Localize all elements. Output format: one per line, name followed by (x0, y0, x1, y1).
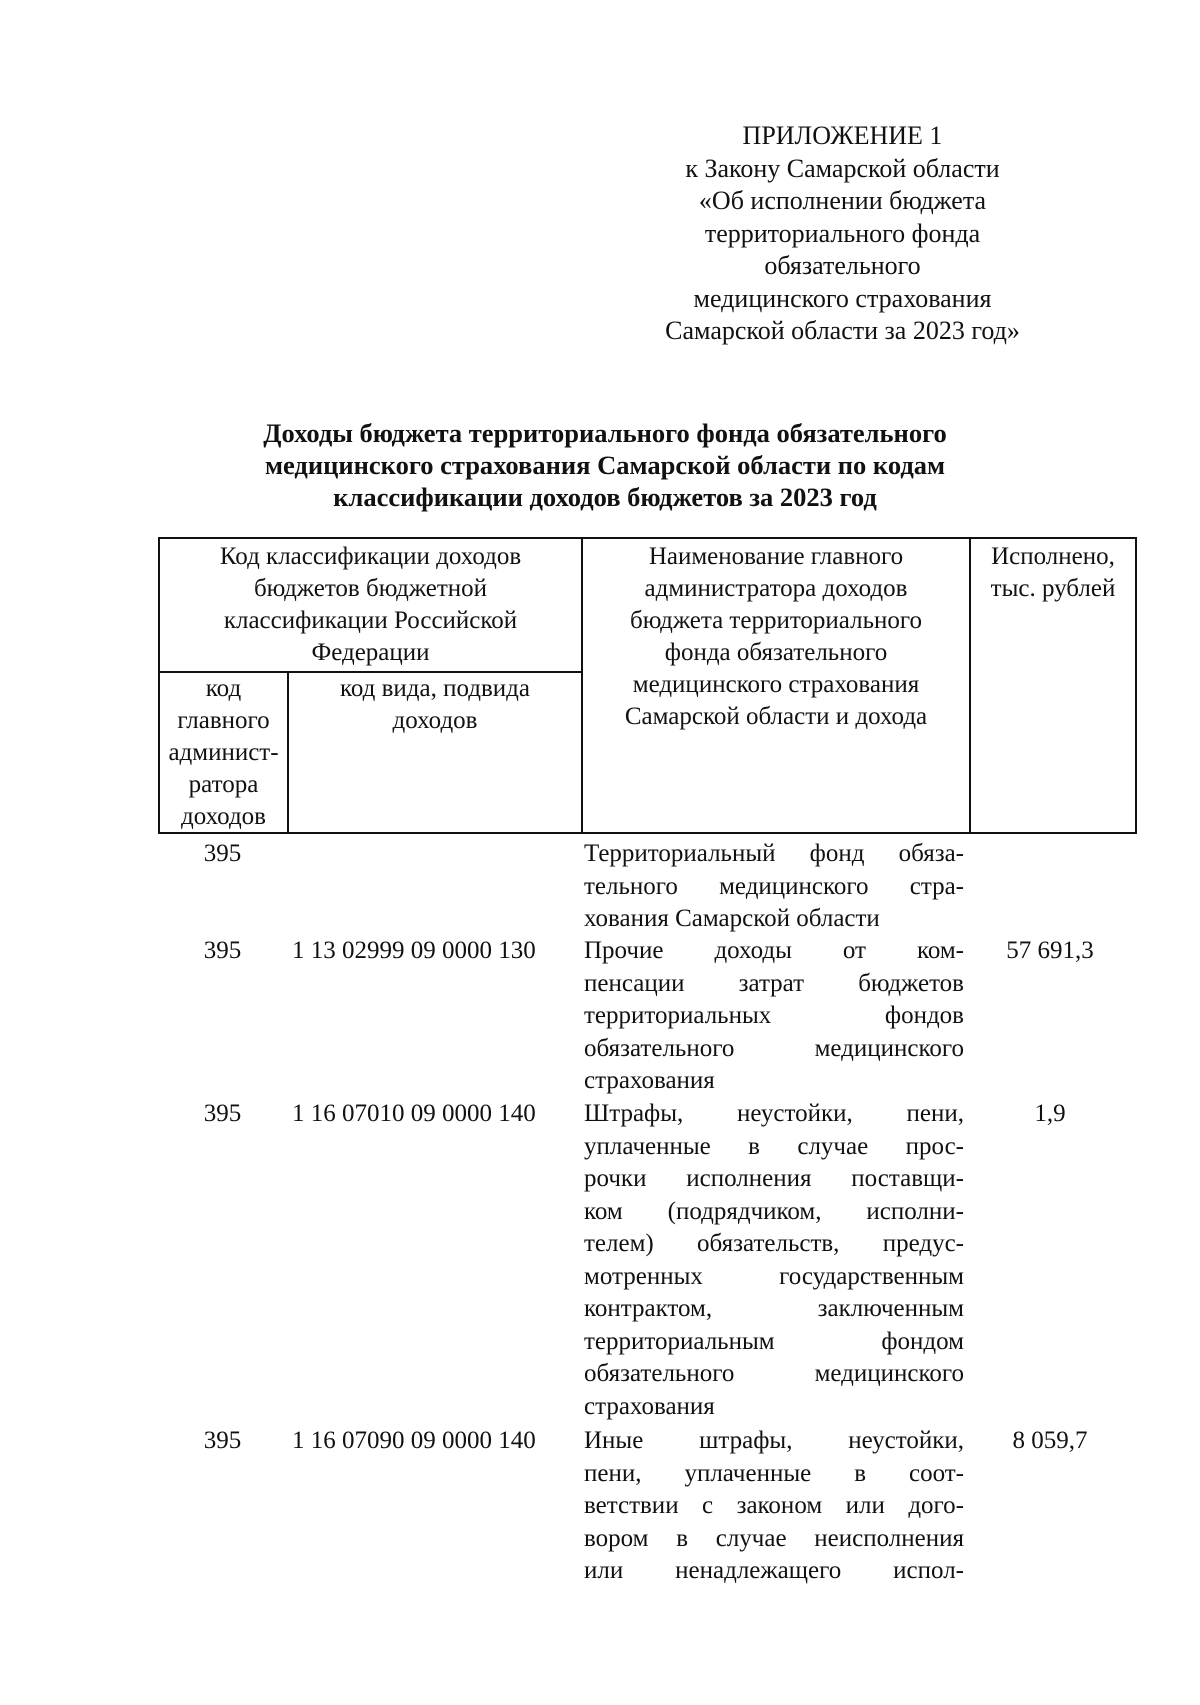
income-code: 1 13 02999 09 0000 130 (292, 937, 536, 964)
income-name: Иные штрафы, неустойки, пени, уплаченные в соот- ветствии с законом или дого- вором в случае неисполнения или ненадлежащего испол- (584, 1427, 964, 1584)
appendix-line: Самарской области за 2023 год» (665, 316, 1020, 345)
appendix-block (600, 120, 1085, 348)
executed-amount: 57 691,3 (1006, 937, 1094, 964)
title-line: классификации доходов бюджетов за 2023 год (333, 482, 877, 512)
admin-code: 395 (203, 937, 242, 964)
title-line: Доходы бюджета территориального фонда обязательного (263, 418, 947, 448)
income-name: Штрафы, неустойки, пени, уплаченные в случае прос- рочки исполнения поставщи- ком (подрядчиком, исполни- телем) обязательств, предус- мотренных государственным контрактом, заключенным территориальным фондом обязательного медицинского страхования (584, 1100, 964, 1420)
appendix-line: к Закону Самарской области (685, 153, 1000, 183)
appendix-line: «Об исполнении бюджета (698, 186, 987, 215)
executed-amount: 1,9 (1034, 1100, 1066, 1127)
admin-code: 395 (203, 1100, 242, 1127)
admin-code: 395 (203, 1427, 242, 1454)
appendix-line: ПРИЛОЖЕНИЕ 1 (742, 121, 943, 150)
header-classification: Код классификации доходов бюджетов бюджетной классификации Российской Федерации (219, 543, 522, 666)
income-code: 1 16 07090 09 0000 140 (292, 1427, 536, 1454)
header-type-code: код вида, подвида доходов (339, 675, 530, 734)
header-name: Наименование главного администратора доходов бюджета территориального фонда обязательного медицинского страхования Самарской области и дохода (624, 543, 928, 730)
appendix-line: территориального фонда (704, 218, 981, 248)
appendix-line: обязательного (764, 251, 921, 280)
income-name: Прочие доходы от ком- пенсации затрат бюджетов территориальных фондов обязательного медицинского страхования (584, 937, 964, 1094)
header-admin-code: код главного админист- ратора доходов (168, 675, 279, 830)
income-name: Территориальный фонд обяза- тельного медицинского стра- хования Самарской области (584, 840, 964, 932)
appendix-line: медицинского страхования (693, 283, 992, 313)
table-header (158, 537, 1137, 834)
title-line: медицинского страхования Самарской области по кодам (264, 450, 946, 480)
header-executed: Исполнено, тыс. рублей (990, 543, 1116, 602)
admin-code: 395 (203, 840, 242, 867)
document-title (140, 417, 1070, 513)
income-code: 1 16 07010 09 0000 140 (292, 1100, 536, 1127)
executed-amount: 8 059,7 (1012, 1427, 1088, 1454)
